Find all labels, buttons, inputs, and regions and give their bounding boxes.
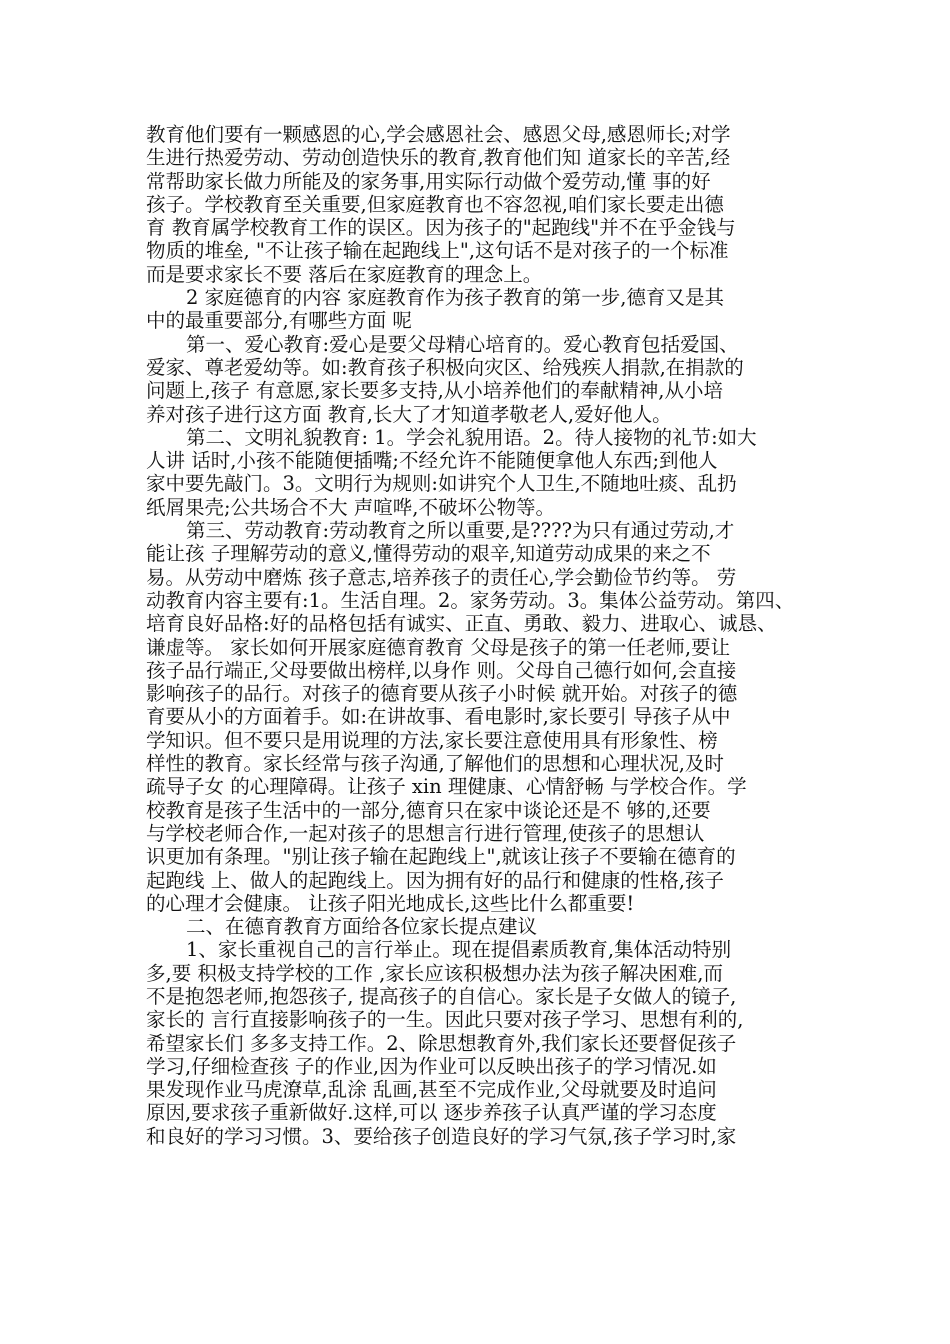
text-line: 孩子品行端正,父母要做出榜样,以身作 则。父母自己德行如何,会直接 — [146, 658, 737, 682]
text-line: 识更加有条理。"别让孩子输在起跑线上",就该让孩子不要输在德育的 — [146, 845, 736, 869]
text-line: 二、在德育教育方面给各位家长提点建议 — [186, 915, 538, 939]
document-body — [146, 123, 836, 1148]
text-line: 起跑线 上、做人的起跑线上。因为拥有好的品行和健康的性格,孩子 — [146, 868, 724, 892]
text-line: 影响孩子的品行。对孩子的德育要从孩子小时候 就开始。对孩子的德 — [146, 682, 738, 706]
text-line: 生进行热爱劳动、劳动创造快乐的教育,教育他们知 道家长的辛苦,经 — [146, 146, 731, 170]
text-line: 家长的 言行直接影响孩子的一生。因此只要对孩子学习、思想有利的, — [146, 1008, 744, 1032]
text-line: 与学校老师合作,一起对孩子的思想言行进行管理,使孩子的思想认 — [146, 821, 705, 845]
text-line: 和良好的学习习惯。3、要给孩子创造良好的学习气氛,孩子学习时,家 — [146, 1124, 737, 1148]
text-line: 中的最重要部分,有哪些方面 呢 — [146, 309, 412, 333]
text-line: 不是抱怨老师,抱怨孩子, 提高孩子的自信心。家长是子女做人的镜子, — [146, 984, 737, 1008]
text-line: 人讲 话时,小孩不能随便插嘴;不经允许不能随便拿他人东西;到他人 — [146, 449, 718, 473]
text-line: 疏导子女 的心理障碍。让孩子 xin 理健康、心情舒畅 与学校合作。学 — [146, 775, 747, 799]
text-line: 谦虚等。 家长如何开展家庭德育教育 父母是孩子的第一任老师,要让 — [146, 635, 731, 659]
text-line: 2 家庭德育的内容 家庭教育作为孩子教育的第一步,德育又是其 — [186, 286, 725, 310]
text-line: 学知识。但不要只是用说理的方法,家长要注意使用具有形象性、榜 — [146, 728, 718, 752]
text-line: 的心理才会健康。 让孩子阳光地成长,这些比什么都重要! — [146, 891, 635, 915]
text-line: 爱家、尊老爱幼等。如:教育孩子积极向灾区、给残疾人捐款,在捐款的 — [146, 355, 744, 379]
text-line: 家中要先敲门。3。文明行为规则:如讲究个人卫生,不随地吐痰、乱扔 — [146, 472, 737, 496]
text-line: 第一、爱心教育:爱心是要父母精心培育的。爱心教育包括爱国、 — [186, 332, 739, 356]
text-line: 希望家长们 多多支持工作。2、除思想教育外,我们家长还要督促孩子 — [146, 1031, 737, 1055]
text-line: 第二、文明礼貌教育: 1。学会礼貌用语。2。待人接物的礼节:如大 — [186, 425, 757, 449]
text-line: 育要从小的方面着手。如:在讲故事、看电影时,家长要引 导孩子从中 — [146, 705, 731, 729]
text-line: 养对孩子进行这方面 教育,长大了才知道孝敬老人,爱好他人。 — [146, 402, 672, 426]
text-line: 纸屑果壳;公共场合不大 声喧哗,不破坏公物等。 — [146, 495, 555, 519]
text-line: 孩子。学校教育至关重要,但家庭教育也不容忽视,咱们家长要走出德 — [146, 192, 724, 216]
text-line: 培育良好品格:好的品格包括有诚实、正直、勇敢、毅力、进取心、诚恳、 — [146, 612, 777, 636]
text-line: 能让孩 子理解劳动的意义,懂得劳动的艰辛,知道劳动成果的来之不 — [146, 542, 711, 566]
text-line: 动教育内容主要有:1。生活自理。2。家务劳动。3。集体公益劳动。第四、 — [146, 588, 795, 612]
text-line: 易。从劳动中磨炼 孩子意志,培养孩子的责任心,学会勤俭节约等。 劳 — [146, 565, 737, 589]
text-line: 多,要 积极支持学校的工作 ,家长应该积极想办法为孩子解决困难,而 — [146, 961, 723, 985]
text-line: 学习,仔细检查孩 子的作业,因为作业可以反映出孩子的学习情况.如 — [146, 1054, 717, 1078]
text-line: 问题上,孩子 有意愿,家长要多支持,从小培养他们的奉献精神,从小培 — [146, 379, 723, 403]
text-line: 教育他们要有一颗感恩的心,学会感恩社会、感恩父母,感恩师长;对学 — [146, 123, 731, 146]
text-line: 育 教育属学校教育工作的误区。因为孩子的"起跑线"并不在乎金钱与 — [146, 216, 736, 240]
text-line: 常帮助家长做力所能及的家务事,用实际行动做个爱劳动,懂 事的好 — [146, 169, 711, 193]
text-line: 校教育是孩子生活中的一部分,德育只在家中谈论还是不 够的,还要 — [146, 798, 711, 822]
text-line: 第三、劳动教育:劳动教育之所以重要,是????为只有通过劳动,才 — [186, 519, 735, 543]
text-line: 样性的教育。家长经常与孩子沟通,了解他们的思想和心理状况,及时 — [146, 752, 724, 776]
text-line: 而是要求家长不要 落后在家庭教育的理念上。 — [146, 262, 543, 286]
text-line: 果发现作业马虎潦草,乱涂 乱画,甚至不完成作业,父母就要及时追问 — [146, 1078, 717, 1102]
text-line: 原因,要求孩子重新做好.这样,可以 逐步养孩子认真严谨的学习态度 — [146, 1101, 717, 1125]
text-line: 1、家长重视自己的言行举止。现在提倡素质教育,集体活动特别 — [186, 938, 732, 962]
text-line: 物质的堆垒, "不让孩子输在起跑线上",这句话不是对孩子的一个标准 — [146, 239, 729, 263]
